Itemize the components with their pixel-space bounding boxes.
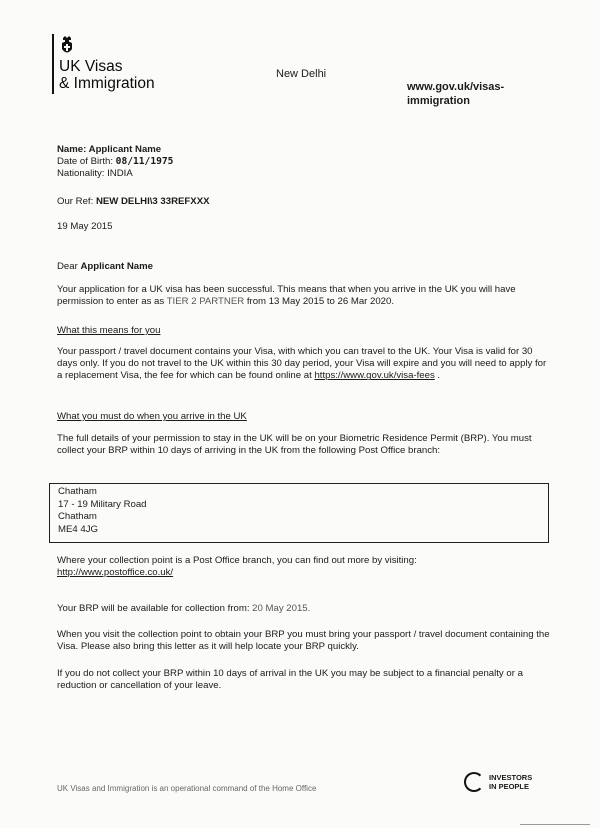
visa-fees-link[interactable]: https://www.gov.uk/visa-fees xyxy=(314,370,435,382)
letter-date: 19 May 2015 xyxy=(57,221,113,232)
dob-line xyxy=(57,156,173,168)
visa-category: TIER 2 PARTNER xyxy=(166,296,245,308)
iip-text xyxy=(489,774,559,791)
visa-validity-text: Your passport / travel document contains your Visa, with which you can travel to the UK. Your Visa is valid for 30 days only. If you do not travel to the UK within this 30 day period, your Visa will expire and you will need to apply for a replacement Visa, the fee for which can be found online at xyxy=(57,346,547,382)
brp-availability-date: 20 May 2015. xyxy=(252,603,311,614)
iip-line-1: INVESTORS xyxy=(489,773,533,782)
dob-label: Date of Birth: xyxy=(57,156,113,167)
website: www.gov.uk/visas-immigration xyxy=(407,81,505,107)
royal-crest-icon xyxy=(60,36,74,56)
office-location: New Delhi xyxy=(276,68,327,80)
brp-availability xyxy=(57,603,310,615)
intro-text-2: from 13 May 2015 to 26 Mar 2020. xyxy=(244,296,395,308)
section-heading-meaning: What this means for you xyxy=(57,325,161,336)
name-label: Name: xyxy=(57,144,87,155)
ref-label: Our Ref: xyxy=(57,196,94,207)
org-logo-text xyxy=(59,58,155,92)
nationality-line xyxy=(57,168,133,180)
collection-point-text: Where your collection point is a Post Office branch, you can find out more by visiting: xyxy=(57,555,417,566)
brp-paragraph: The full details of your permission to stay in the UK will be on your Biometric Residence Permit (BRP). You must collect your BRP within 10 days of arriving in the UK from the following Post Office branch: xyxy=(57,433,532,457)
reference-line xyxy=(57,196,210,208)
intro-text-1: Your application for a UK visa has been successful. This means that when you arrive in the UK you will have permission to enter as as xyxy=(57,284,516,308)
nationality-value: INDIA xyxy=(107,168,133,179)
name-line xyxy=(57,144,161,156)
footer-text: UK Visas and Immigration is an operational command of the Home Office xyxy=(57,784,317,793)
salutation-dear: Dear xyxy=(57,261,78,272)
address-line: Chatham xyxy=(58,511,97,522)
address-line: ME4 4JG xyxy=(58,523,98,535)
visit-paragraph: When you visit the collection point to obtain your BRP you must bring your passport / travel document containing the Visa. Please also bring this letter as it will help locate your BRP quickly. xyxy=(57,629,550,653)
salutation xyxy=(57,261,153,273)
section-heading-arrival: What you must do when you arrive in the UK xyxy=(57,411,247,422)
bottom-rule xyxy=(520,824,590,825)
logo-bar xyxy=(52,34,54,94)
investors-in-people-logo xyxy=(464,770,564,798)
iip-ring-icon xyxy=(464,772,484,792)
intro-paragraph xyxy=(57,284,553,308)
nationality-label: Nationality: xyxy=(57,168,105,179)
iip-line-2: IN PEOPLE xyxy=(489,781,530,791)
postoffice-link[interactable]: http://www.postoffice.co.uk/ xyxy=(57,567,174,578)
warning-paragraph: If you do not collect your BRP within 10 days of arrival in the UK you may be subject to a financial penalty or a reduction or cancellation of your leave. xyxy=(57,668,523,692)
visa-validity-paragraph xyxy=(57,346,553,383)
salutation-name: Applicant Name xyxy=(80,261,153,272)
dob-value: 08/11/1975 xyxy=(115,156,174,167)
brp-availability-text: Your BRP will be available for collection from: xyxy=(57,603,253,614)
address-line: Chatham xyxy=(58,486,97,497)
ref-value: NEW DELHI\3 33REFXXX xyxy=(95,196,210,207)
org-line-2: & Immigration xyxy=(59,75,155,92)
post-office-address-box xyxy=(49,483,549,543)
org-line-1: UK Visas xyxy=(59,58,123,75)
visa-fees-after: . xyxy=(434,370,441,382)
applicant-name: Applicant Name xyxy=(88,144,162,155)
address-line: 17 - 19 Military Road xyxy=(58,498,147,510)
